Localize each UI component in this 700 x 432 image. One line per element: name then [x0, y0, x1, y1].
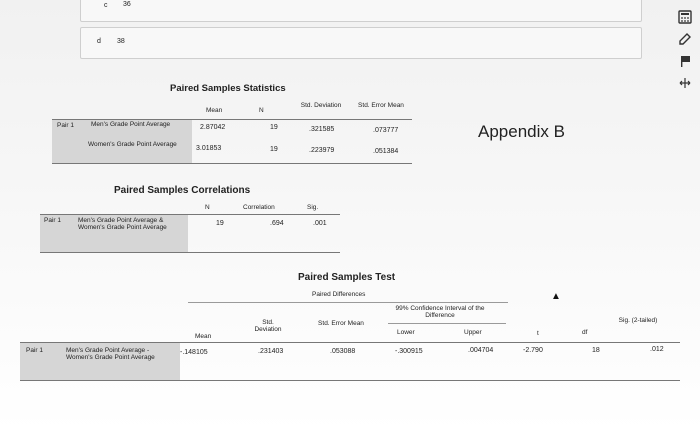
- test-header-sig: Sig. (2-tailed): [618, 317, 658, 324]
- test-header-std-err: Std. Error Mean: [318, 320, 364, 327]
- corr-bottom-rule: [40, 252, 340, 253]
- test-row-std-dev: .231403: [258, 348, 284, 355]
- test-ci-rule: [388, 323, 506, 324]
- corr-row-label: Men's Grade Point Average & Women's Grade Point Average: [78, 217, 167, 231]
- paired-corr-title: Paired Samples Correlations: [114, 185, 251, 196]
- test-row-label: Men's Grade Point Average - Women's Grade Point Average: [66, 347, 155, 361]
- corr-header-correlation: Correlation: [243, 204, 275, 211]
- mouse-cursor-icon: ▲: [551, 291, 561, 302]
- corr-header-n: N: [205, 204, 210, 211]
- corr-row-n: 19: [216, 220, 224, 227]
- corr-row-correlation: .694: [270, 220, 284, 227]
- stats-header-n: N: [259, 107, 264, 114]
- test-ci-header: 99% Confidence Interval of the Difference: [395, 305, 485, 319]
- answer-row-c: [80, 0, 642, 22]
- test-header-std-dev: Std. Deviation: [254, 319, 282, 333]
- stats-row1-n: 19: [270, 124, 278, 131]
- stats-row2-std-dev: .223979: [309, 147, 335, 154]
- answer-row-d: [80, 27, 642, 59]
- stats-row2-std-err: .051384: [373, 148, 399, 155]
- stats-row2-mean: 3.01853: [196, 145, 222, 152]
- test-pair-label: Pair 1: [26, 347, 43, 354]
- stats-row2-n: 19: [270, 146, 278, 153]
- paired-test-title: Paired Samples Test: [298, 272, 396, 283]
- test-header-upper: Upper: [464, 329, 482, 336]
- stats-top-rule: [52, 119, 412, 120]
- corr-header-sig: Sig.: [307, 204, 319, 211]
- stats-pair-label: Pair 1: [57, 122, 74, 129]
- test-top-rule: [20, 342, 680, 343]
- test-row-upper: .004704: [468, 347, 494, 354]
- stats-header-mean: Mean: [206, 107, 223, 114]
- stats-bottom-rule: [52, 163, 412, 164]
- stats-row1-std-dev: .321585: [309, 126, 335, 133]
- flag-icon[interactable]: [676, 52, 694, 70]
- stats-header-std-dev: Std. Deviation: [300, 102, 342, 109]
- test-bottom-rule: [20, 380, 680, 381]
- test-header-t: t: [537, 330, 539, 337]
- appendix-title: Appendix B: [478, 122, 565, 141]
- corr-top-rule: [40, 214, 340, 215]
- test-row-sig: .012: [650, 346, 664, 353]
- test-row-lower: -.300915: [395, 348, 423, 355]
- row-letter-c: c: [104, 2, 108, 9]
- expand-icon[interactable]: [676, 74, 694, 92]
- stats-row2-label: Women's Grade Point Average: [88, 141, 177, 148]
- test-row-mean: -.148105: [180, 349, 208, 356]
- test-subheader: Paired Differences: [312, 291, 366, 298]
- corr-pair-label: Pair 1: [44, 217, 61, 224]
- test-row-df: 18: [592, 347, 600, 354]
- stats-row1-mean: 2.87042: [200, 124, 226, 131]
- row-value-c: 36: [123, 1, 131, 8]
- paired-stats-title: Paired Samples Statistics: [170, 83, 286, 94]
- test-row-t: -2.790: [523, 347, 543, 354]
- calculator-icon[interactable]: [676, 8, 694, 26]
- edit-icon[interactable]: [676, 30, 694, 48]
- side-toolbar: [670, 0, 700, 95]
- stats-row1-label: Men's Grade Point Average: [91, 121, 171, 128]
- test-header-mean: Mean: [195, 333, 212, 340]
- row-letter-d: d: [97, 38, 101, 45]
- test-header-df: df: [582, 329, 588, 336]
- stats-row1-std-err: .073777: [373, 127, 399, 134]
- test-row-std-err: .053088: [330, 348, 356, 355]
- corr-row-sig: .001: [313, 220, 327, 227]
- test-subheader-rule: [188, 302, 508, 303]
- stats-header-std-err: Std. Error Mean: [358, 102, 404, 109]
- test-header-lower: Lower: [397, 329, 415, 336]
- row-value-d: 38: [117, 38, 125, 45]
